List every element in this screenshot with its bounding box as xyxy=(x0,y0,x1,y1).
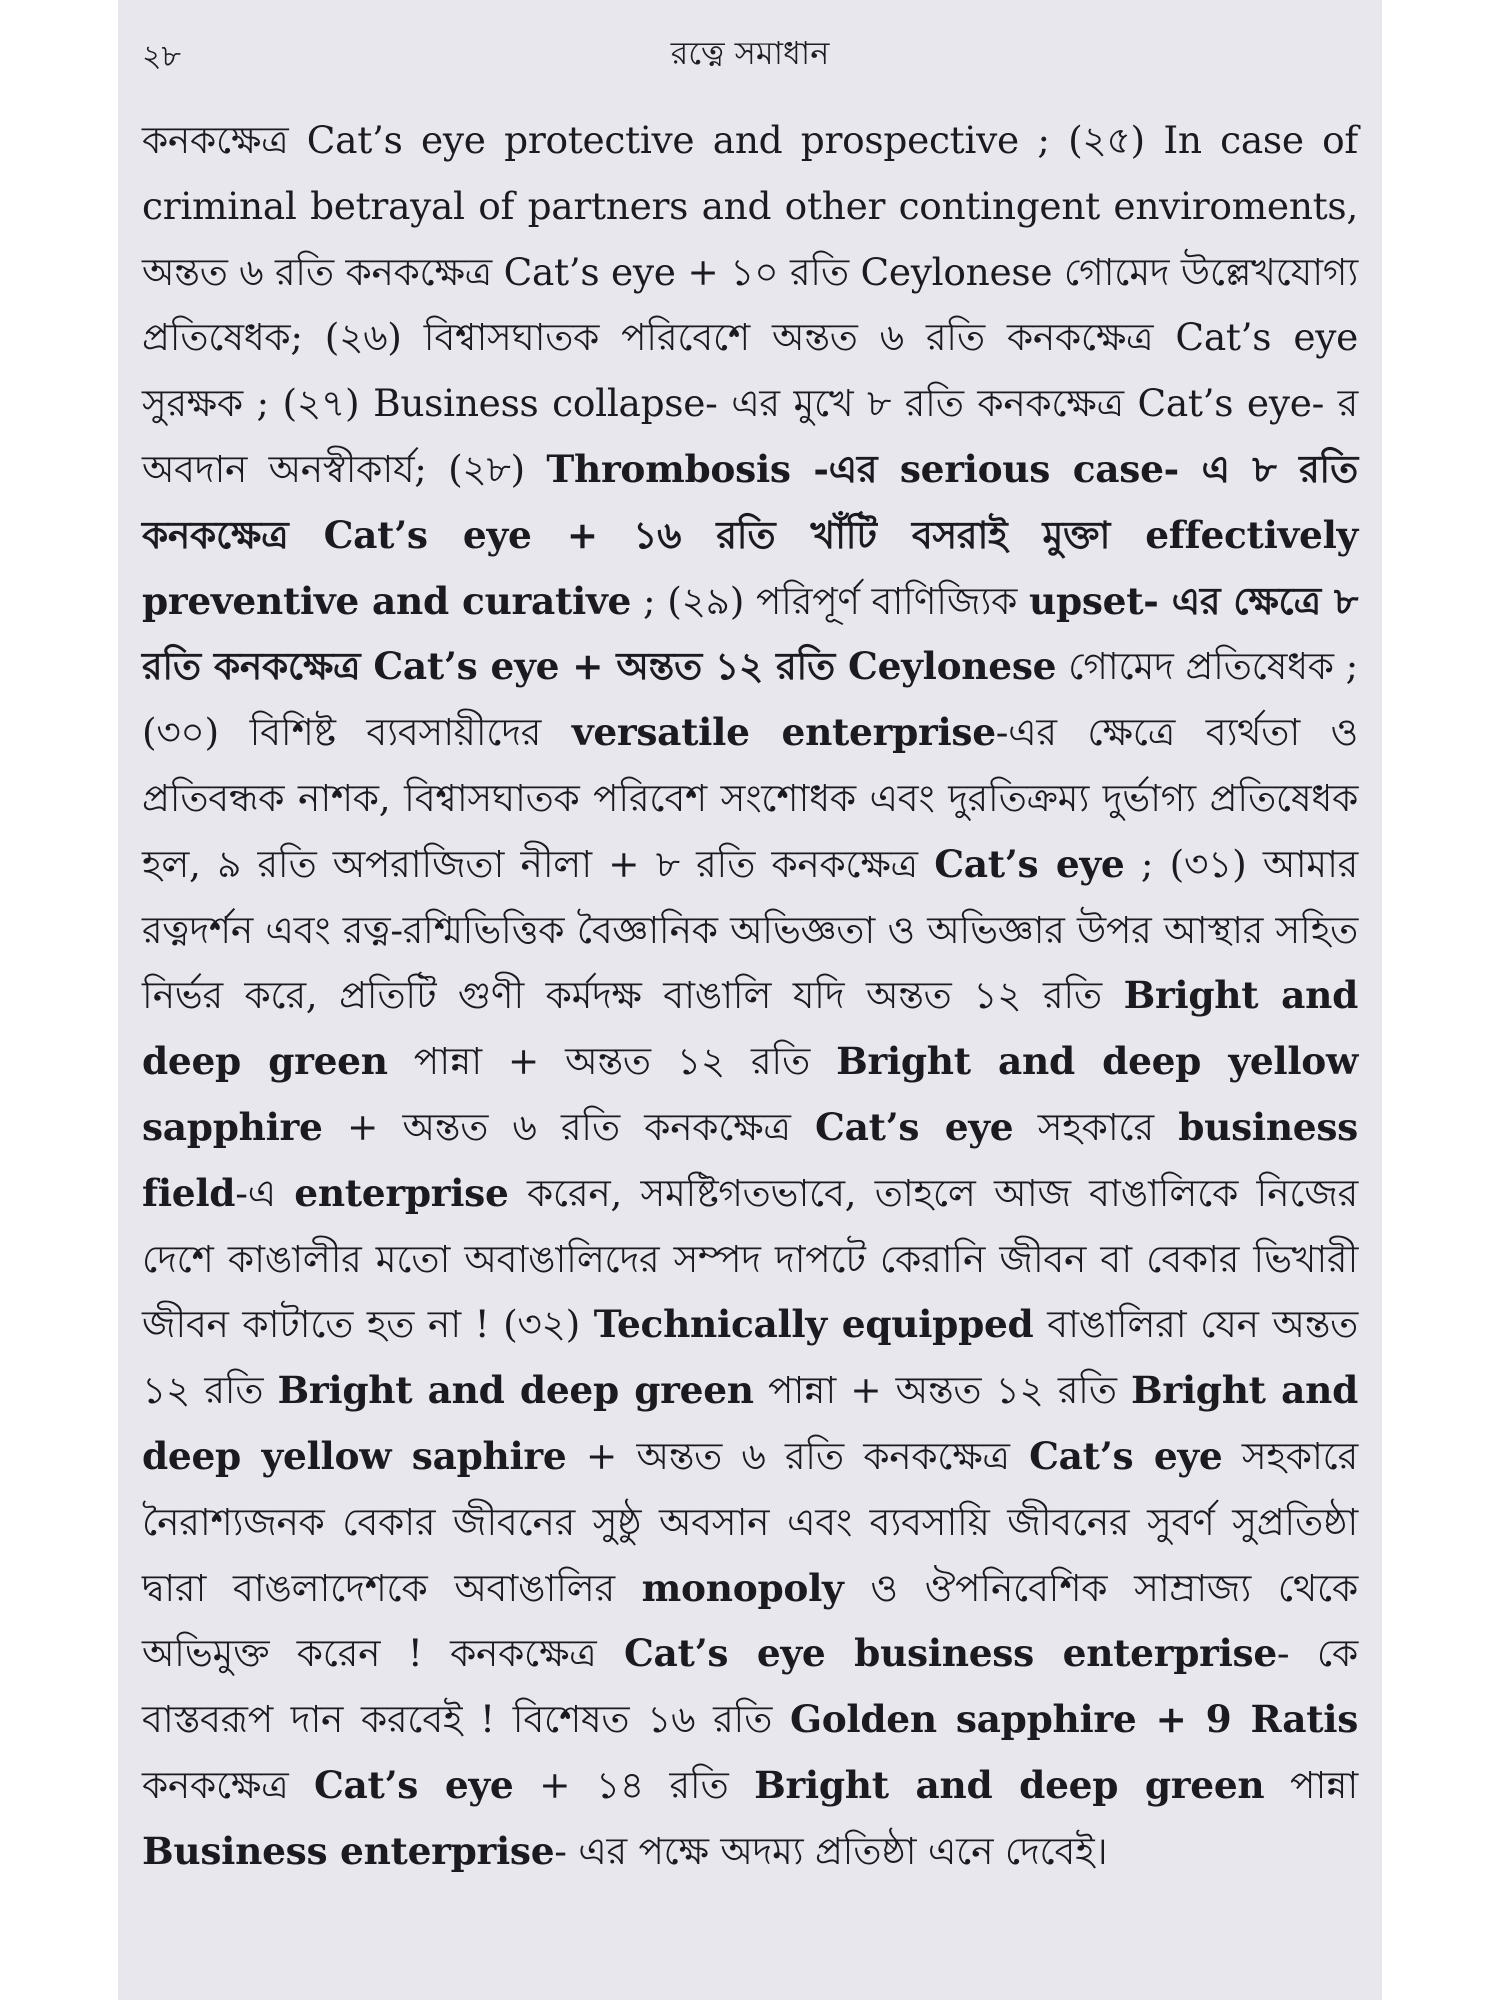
bold-text-run: Bright and deep green xyxy=(142,973,1358,1084)
bold-text-run: Bright and deep green xyxy=(754,1762,1265,1807)
text-run: ; (৩১) আমার রত্নদর্শন এবং রত্ন-রশ্মিভিত্তিক বৈজ্ঞানিক অভিজ্ঞতা ও অভিজ্ঞার উপর আস্থার সহিত নির্ভর করে, প্রতিটি গুণী কর্মদক্ষ বাঙালি যদি অন্তত ১২ রতি xyxy=(142,841,1358,1018)
page-header xyxy=(142,28,1358,80)
text-run: ; (২৯) পরিপূর্ণ বাণিজ্যিক xyxy=(631,578,1029,623)
bold-text-run: Cat’s eye xyxy=(313,1762,514,1807)
text-run: করেন, সমষ্টিগতভাবে, তাহলে আজ বাঙালিকে নিজের দেশে কাঙালীর মতো অবাঙালিদের সম্পদ দাপটে কেরানি জীবন বা বেকার ভিখারী জীবন কাটাতে হত না ! (৩২) xyxy=(142,1170,1359,1347)
text-run: সহকারে xyxy=(1013,1104,1179,1149)
bold-text-run: Business enterprise xyxy=(142,1828,555,1873)
bold-text-run: Bright and deep green xyxy=(277,1368,754,1413)
text-run: বাঙালিরা যেন অন্তত ১২ রতি xyxy=(142,1302,1358,1413)
text-run: - কে বাস্তবরূপ দান করবেই ! বিশেষত ১৬ রতি xyxy=(142,1631,1358,1742)
running-title: রত্নে সমাধান xyxy=(670,34,830,72)
text-run: পান্না + অন্তত ১২ রতি xyxy=(753,1368,1131,1413)
bold-text-run: Cat’s eye xyxy=(815,1104,1014,1149)
text-run: পান্না + অন্তত ১২ রতি xyxy=(387,1039,837,1084)
text-run: + অন্তত ৬ রতি কনকক্ষেত্র xyxy=(322,1104,816,1149)
text-run: ও ঔপনিবেশিক সাম্রাজ্য থেকে অভিমুক্ত করেন ! কনকক্ষেত্র xyxy=(142,1565,1358,1676)
text-run: কনকক্ষেত্র xyxy=(142,1762,314,1807)
bold-text-run: Cat’s eye xyxy=(934,841,1125,886)
bold-text-run: business field xyxy=(142,1104,1358,1215)
bold-text-run: Golden sapphire + 9 Ratis xyxy=(789,1697,1359,1742)
bold-text-run: upset- এর ক্ষেত্রে ৮ রতি কনকক্ষেত্র Cat’s eye + অন্তত ১২ রতি Ceylonese xyxy=(142,578,1359,689)
text-run: গোমেদ প্রতিষেধক ; (৩০) বিশিষ্ট ব্যবসায়ীদের xyxy=(142,644,1358,755)
text-run: -এর ক্ষেত্রে ব্যর্থতা ও প্রতিবন্ধক নাশক, বিশ্বাসঘাতক পরিবেশ সংশোধক এবং দুরতিক্রম্য দুর্ভাগ্য প্রতিষেধক হল, ৯ রতি অপরাজিতা নীলা + ৮ রতি কনকক্ষেত্র xyxy=(142,710,1358,886)
bold-text-run: Cat’s eye business enterprise xyxy=(624,1631,1277,1676)
book-page xyxy=(118,0,1382,2000)
body-paragraph xyxy=(142,108,1358,1885)
bold-text-run: monopoly xyxy=(641,1565,844,1610)
text-run: পান্না xyxy=(1264,1762,1358,1807)
bold-text-run: Bright and deep yellow saphire xyxy=(142,1368,1358,1478)
text-run: -এ xyxy=(235,1170,295,1215)
page-number: ২৮ xyxy=(142,39,181,74)
bold-text-run: Bright and deep yellow sapphire xyxy=(142,1039,1358,1149)
bold-text-run: enterprise xyxy=(294,1170,509,1215)
bold-text-run: versatile enterprise xyxy=(571,710,996,755)
bold-text-run: Cat’s eye xyxy=(1029,1433,1223,1478)
text-run: + অন্তত ৬ রতি কনকক্ষেত্র xyxy=(566,1433,1030,1478)
text-run: সহকারে নৈরাশ্যজনক বেকার জীবনের সুষ্ঠু অবসান এবং ব্যবসায়ি জীবনের সুবর্ণ সুপ্রতিষ্ঠা দ্বারা বাঙলাদেশকে অবাঙালির xyxy=(142,1433,1358,1610)
bold-text-run: Thrombosis -এর serious case- এ ৮ রতি কনকক্ষেত্র Cat’s eye + ১৬ রতি খাঁটি বসরাই মুক্তা effectively preventive and curative xyxy=(142,446,1358,623)
bold-text-run: Technically equipped xyxy=(593,1302,1034,1347)
text-run: + ১৪ রতি xyxy=(513,1762,755,1807)
text-run: কনকক্ষেত্র Cat’s eye protective and prospective ; (২৫) In case of criminal betrayal of partners and other contingent enviroments, অন্তত ৬ রতি কনকক্ষেত্র Cat’s eye + ১০ রতি Ceylonese গোমেদ উল্লেখযোগ্য প্রতিষেধক; (২৬) বিশ্বাসঘাতক পরিবেশে অন্তত ৬ রতি কনকক্ষেত্র Cat’s eye সুরক্ষক ; (২৭) Business collapse- এর মুখে ৮ রতি কনকক্ষেত্র Cat’s eye- র অবদান অনস্বীকার্য; (২৮) xyxy=(142,118,1358,491)
text-run: - এর পক্ষে অদম্য প্রতিষ্ঠা এনে দেবেই। xyxy=(554,1828,1108,1873)
